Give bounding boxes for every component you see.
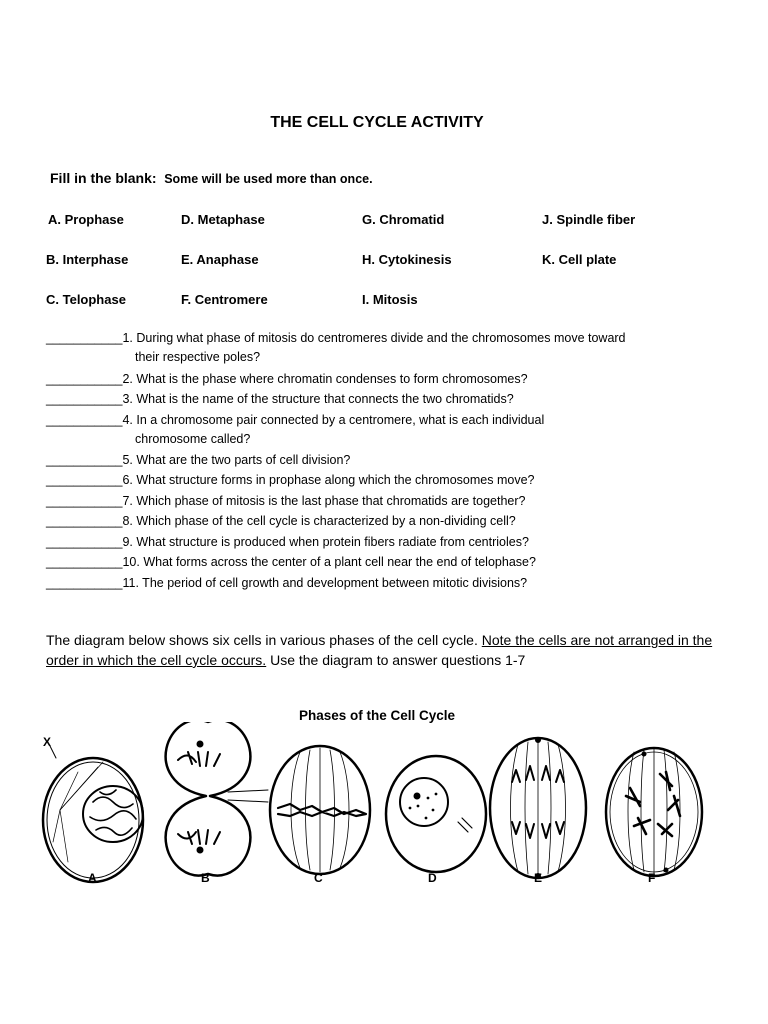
question-2 bbox=[46, 372, 528, 386]
question-text: 1. During what phase of mitosis do centromeres divide and the chromosomes move toward bbox=[122, 331, 626, 345]
paragraph-note-underlined: Note the cells are not arranged in the order in which the cell cycle occurs. bbox=[46, 632, 713, 668]
word-bank-item: G. Chromatid bbox=[362, 212, 445, 227]
instructions bbox=[50, 170, 373, 186]
question-1 bbox=[46, 331, 626, 364]
question-text-continued: their respective poles? bbox=[135, 350, 261, 364]
answer-blank[interactable]: ___________ bbox=[46, 372, 123, 386]
question-text: 10. What forms across the center of a plant cell near the end of telophase? bbox=[122, 555, 536, 569]
answer-blank[interactable]: ___________ bbox=[46, 576, 123, 590]
question-11 bbox=[46, 576, 527, 590]
diagram-instructions bbox=[46, 630, 746, 670]
instructions-lead: Fill in the blank: bbox=[50, 170, 157, 186]
question-text: 4. In a chromosome pair connected by a centromere, what is each individual bbox=[122, 413, 545, 427]
question-text: 9. What structure is produced when protein fibers radiate from centrioles? bbox=[122, 535, 529, 549]
answer-blank[interactable]: ___________ bbox=[46, 514, 123, 528]
answer-blank[interactable]: ___________ bbox=[46, 494, 123, 508]
word-bank-item: I. Mitosis bbox=[362, 292, 418, 307]
answer-blank[interactable]: ___________ bbox=[46, 392, 123, 406]
answer-blank[interactable]: ___________ bbox=[46, 453, 123, 467]
word-bank-item: J. Spindle fiber bbox=[542, 212, 636, 227]
question-text: 7. Which phase of mitosis is the last phase that chromatids are together? bbox=[122, 494, 526, 508]
cell-f bbox=[606, 748, 702, 885]
answer-blank[interactable]: ___________ bbox=[46, 535, 123, 549]
word-bank-item: F. Centromere bbox=[181, 292, 268, 307]
question-text: 6. What structure forms in prophase along which the chromosomes move? bbox=[122, 473, 535, 487]
question-7 bbox=[46, 494, 525, 508]
diagram-title: Phases of the Cell Cycle bbox=[298, 708, 456, 723]
word-bank-item: H. Cytokinesis bbox=[362, 252, 452, 267]
cell-a bbox=[43, 735, 143, 885]
word-bank-item: E. Anaphase bbox=[181, 252, 259, 267]
question-8 bbox=[46, 514, 516, 528]
question-text: 2. What is the phase where chromatin condenses to form chromosomes? bbox=[122, 372, 528, 386]
instructions-note: Some will be used more than once. bbox=[164, 172, 373, 186]
question-5 bbox=[46, 453, 350, 467]
cell-c bbox=[270, 746, 370, 885]
question-9 bbox=[46, 535, 529, 549]
cell-marker-x: X bbox=[43, 735, 52, 749]
answer-blank[interactable]: ___________ bbox=[46, 555, 123, 569]
question-text: 3. What is the name of the structure that connects the two chromatids? bbox=[122, 392, 514, 406]
cell-cycle-diagram bbox=[38, 722, 718, 892]
paragraph-part-3: Use the diagram to answer questions 1-7 bbox=[270, 652, 526, 668]
question-6 bbox=[46, 473, 534, 487]
question-text: 8. Which phase of the cell cycle is characterized by a non-dividing cell? bbox=[122, 514, 516, 528]
cell-label: D bbox=[428, 871, 437, 885]
cell-e bbox=[490, 738, 586, 886]
question-text: 11. The period of cell growth and development between mitotic divisions? bbox=[122, 576, 528, 590]
cell-label: A bbox=[88, 871, 97, 885]
question-10 bbox=[46, 555, 536, 569]
word-bank-item: B. Interphase bbox=[46, 252, 129, 267]
question-4 bbox=[46, 413, 545, 446]
word-bank-item: C. Telophase bbox=[46, 292, 126, 307]
question-3 bbox=[46, 392, 514, 406]
word-bank-item: D. Metaphase bbox=[181, 212, 265, 227]
answer-blank[interactable]: ___________ bbox=[46, 331, 123, 345]
answer-blank[interactable]: ___________ bbox=[46, 413, 123, 427]
cell-label: E bbox=[534, 871, 543, 885]
answer-blank[interactable]: ___________ bbox=[46, 473, 123, 487]
cell-label: B bbox=[201, 871, 210, 885]
question-text: 5. What are the two parts of cell division? bbox=[122, 453, 351, 467]
cell-d bbox=[386, 756, 486, 885]
word-bank-item: K. Cell plate bbox=[542, 252, 617, 267]
cell-label: F bbox=[648, 871, 656, 885]
paragraph-part-1: The diagram below shows six cells in various phases of the cell cycle. bbox=[46, 632, 478, 648]
question-text-continued: chromosome called? bbox=[135, 432, 251, 446]
worksheet-title: THE CELL CYCLE ACTIVITY bbox=[270, 114, 484, 131]
cell-b bbox=[166, 722, 268, 885]
word-bank-item: A. Prophase bbox=[48, 212, 124, 227]
cell-label: C bbox=[314, 871, 323, 885]
